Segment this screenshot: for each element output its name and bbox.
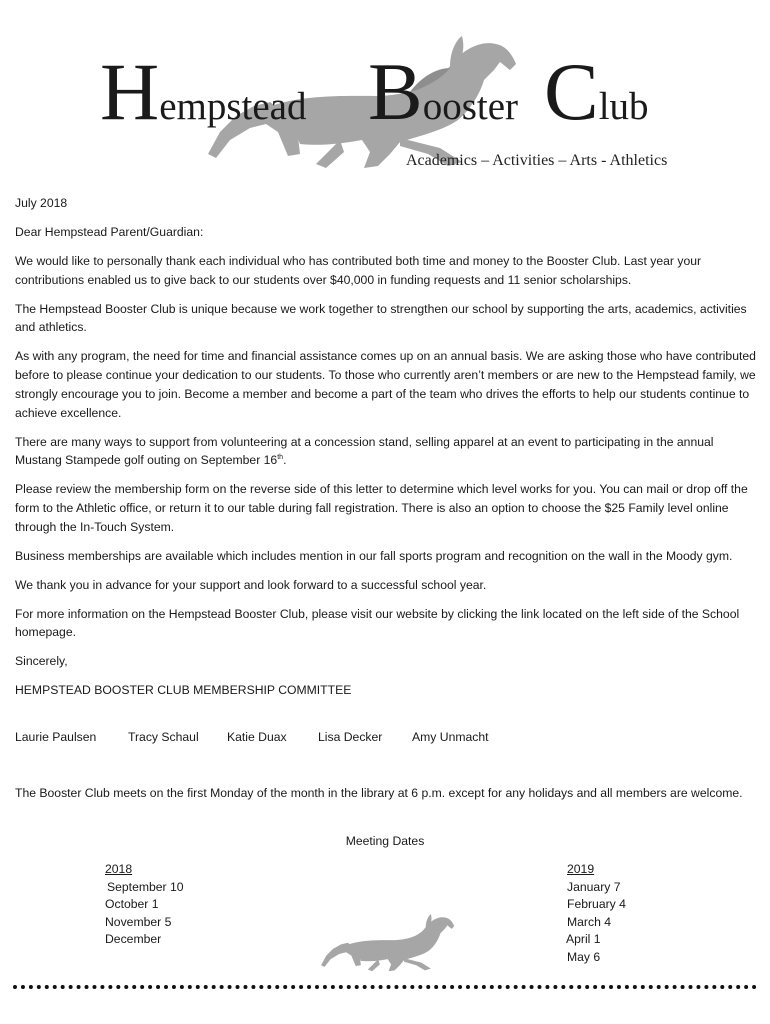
paragraph-thank-you: We thank you in advance for your support and look forward to a successful school year. [15,577,487,592]
meetings-intro: The Booster Club meets on the first Monday of the month in the library at 6 p.m. except for any holidays and all members are welcome. [15,786,743,800]
paragraph-golf [15,433,757,470]
year-heading: 2019 [567,862,595,876]
signer-name: Katie Duax [227,730,287,744]
meeting-date: April 1 [566,932,601,947]
meeting-date: March 4 [567,914,612,929]
closing: Sincerely, [15,654,68,669]
paragraph-program: As with any program, the need for time and financial assistance comes up on an annual basis. We are asking those who have contributed before to please continue your dedication to our students. To those who currently aren’t members or are new to the Hempstead family, we strongly encourage you to join. Become a member and become a part of the team who drives the efforts to help our students continue to achieve excellence. [15,349,756,420]
golf-end: . [283,453,287,468]
paragraph-unique: The Hempstead Booster Club is unique because we work together to strengthen our school by supporting the arts, academics, activities and athletics. [15,301,747,335]
logo-word-booster [368,46,519,147]
meeting-date: May 6 [567,949,601,964]
meeting-date: September 10 [107,879,184,894]
letter-body [15,194,757,710]
meeting-dates-title: Meeting Dates [345,834,425,848]
signer-name: Lisa Decker [318,730,383,744]
meeting-date: October 1 [105,897,159,912]
date-list [105,879,184,949]
signer-name: Tracy Schaul [128,730,199,744]
logo-cap-b: B [368,46,423,137]
letter-date: July 2018 [15,196,68,210]
meeting-dates-2018 [105,861,184,949]
tagline: Academics – Activities – Arts - Athletics [406,152,668,169]
club-name-logo [100,46,680,137]
meeting-dates-2019 [567,861,626,967]
salutation: Dear Hempstead Parent/Guardian: [15,225,204,239]
paragraph-membership-form: Please review the membership form on the reverse side of this letter to determine which level works for you. You can mail or drop off the form to the Athletic office, or return it to our table during fall registration. There is also an option to choose the $25 Family level online through the In-Touch System. [15,482,748,534]
meeting-date: December [105,932,162,947]
paragraph-thanks: We would like to personally thank each individual who has contributed both time and money to the Booster Club. Last year your contributions enabled us to give back to our students over $40,000 in funding requests and 11 senior scholarships. [15,254,702,287]
golf-suffix: th [277,454,284,462]
date-list [567,879,626,967]
signer-name: Laurie Paulsen [15,730,97,744]
logo-word-hempstead [100,46,307,147]
logo-rest-hempstead: empstead [159,85,307,128]
golf-text: There are many ways to support from volunteering at a concession stand, selling apparel at an event to participating in the annual Mustang Stampede golf outing on September 16 [15,434,714,468]
logo-rest-booster: ooster [422,85,519,128]
paragraph-more-info: For more information on the Hempstead Booster Club, please visit our website by clicking the link located on the left side of the School homepage. [15,606,740,640]
signer-name: Amy Unmacht [412,730,489,744]
logo-cap-h: H [100,46,160,137]
logo-rest-club: lub [598,85,649,128]
logo-word-club [544,46,649,147]
paragraph-business: Business memberships are available which includes mention in our fall sports program and recognition on the wall in the Moody gym. [15,548,733,563]
mustang-horse-icon [296,912,456,976]
year-heading: 2018 [105,862,133,876]
meeting-date: November 5 [105,914,172,929]
meeting-date: January 7 [567,879,621,894]
meeting-date: February 4 [567,897,626,912]
logo-cap-c: C [544,46,599,137]
committee-name: HEMPSTEAD BOOSTER CLUB MEMBERSHIP COMMITTEE [15,683,352,698]
dotted-divider [13,985,757,989]
